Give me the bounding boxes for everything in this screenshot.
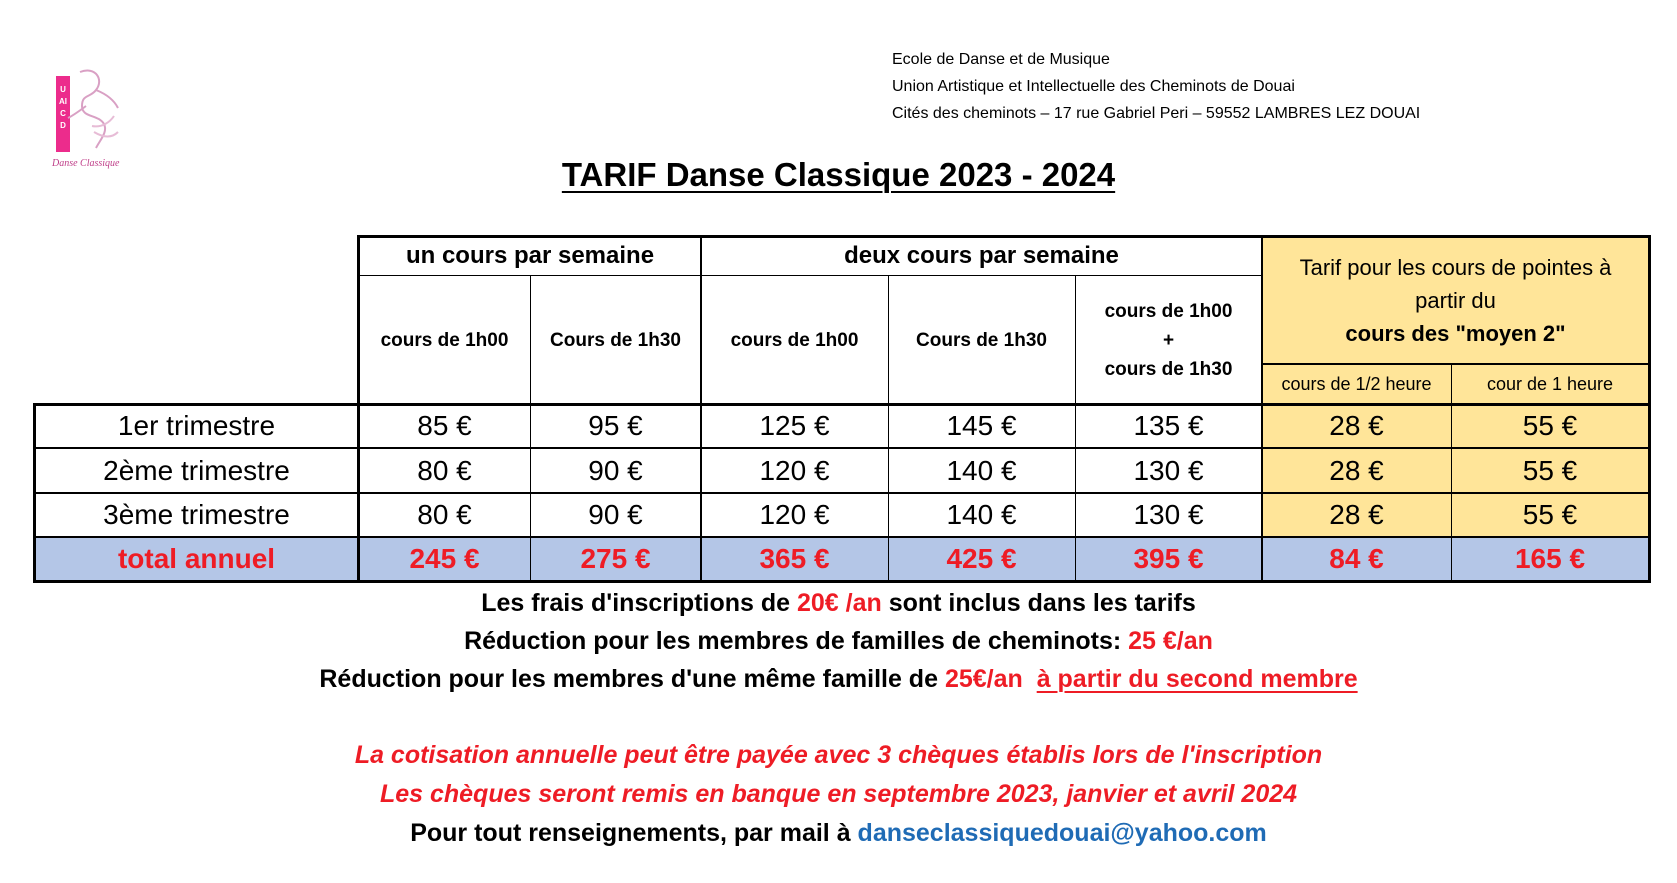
address-line: Union Artistique et Intellectuelle des Cheminots de Douai <box>892 78 1295 95</box>
price-cell: 140 € <box>946 454 1017 486</box>
note-family-discount <box>0 660 1677 698</box>
row-label: 3ème trimestre <box>103 499 290 530</box>
total-cell: 165 € <box>1514 543 1586 574</box>
subheader-c3: cours de 1h00 <box>730 329 859 351</box>
header-pointes-line1: Tarif pour les cours de pointes à <box>1299 254 1612 280</box>
price-cell: 80 € <box>417 454 472 486</box>
logo-initials: UAICD <box>59 85 67 130</box>
total-cell: 425 € <box>946 543 1017 574</box>
price-cell: 55 € <box>1522 499 1578 530</box>
header-two-courses-per-week: deux cours par semaine <box>844 242 1119 269</box>
note-highlight-underlined: à partir du second membre <box>1036 665 1358 693</box>
price-cell: 145 € <box>946 410 1017 441</box>
note-cheque-dates: Les chèques seront remis en banque en septembre 2023, janvier et avril 2024 <box>379 780 1298 808</box>
note-text: Réduction pour les membres d'une même famille de <box>319 665 945 693</box>
price-cell: 28 € <box>1329 454 1384 486</box>
header-pointes-line3: cours des "moyen 2" <box>1345 320 1566 346</box>
note-payment-cheques: La cotisation annuelle peut être payée avec 3 chèques établis lors de l'inscription <box>354 741 1323 769</box>
total-cell: 245 € <box>409 543 480 574</box>
subheader-c6: cours de 1/2 heure <box>1281 373 1432 394</box>
price-cell: 55 € <box>1522 410 1578 441</box>
price-cell: 28 € <box>1329 499 1384 530</box>
subheader-c5-plus: + <box>1162 329 1175 351</box>
logo-caption: Danse Classique <box>52 158 120 169</box>
total-cell: 275 € <box>580 543 651 574</box>
price-cell: 130 € <box>1133 499 1204 530</box>
price-cell: 130 € <box>1133 454 1204 486</box>
subheader-c4: Cours de 1h30 <box>916 329 1047 351</box>
price-cell: 120 € <box>759 499 830 530</box>
price-cell: 120 € <box>759 454 830 486</box>
note-highlight: 20€ /an <box>796 589 882 617</box>
total-cell: 365 € <box>759 543 830 574</box>
subheader-c5-line1: cours de 1h00 <box>1104 300 1233 322</box>
total-cell: 395 € <box>1133 543 1204 574</box>
address-line: Cités des cheminots – 17 rue Gabriel Peri – 59552 LAMBRES LEZ DOUAI <box>892 105 1421 122</box>
price-cell: 125 € <box>759 410 830 441</box>
price-cell: 85 € <box>417 410 472 441</box>
subheader-c5-line3: cours de 1h30 <box>1104 358 1233 380</box>
note-railway-discount <box>0 622 1677 660</box>
subheader-c5 <box>1075 276 1262 404</box>
subheader-c7: cour de 1 heure <box>1486 373 1614 394</box>
subheader-c2: Cours de 1h30 <box>550 329 681 351</box>
note-text: Pour tout renseignements, par mail à <box>410 819 858 847</box>
price-cell: 28 € <box>1329 410 1384 441</box>
subheader-c1: cours de 1h00 <box>380 329 509 351</box>
school-address <box>892 46 1420 127</box>
page-title: TARIF Danse Classique 2023 - 2024 <box>561 156 1116 193</box>
email-link[interactable]: danseclassiquedouai@yahoo.com <box>857 819 1267 847</box>
price-cell: 90 € <box>588 454 643 486</box>
header-pointes-line2: partir du <box>1415 287 1496 313</box>
price-cell: 135 € <box>1133 410 1204 441</box>
price-cell: 95 € <box>588 410 643 441</box>
note-text: Réduction pour les membres de familles de cheminots: <box>464 627 1129 655</box>
header-one-course-per-week: un cours par semaine <box>405 242 655 269</box>
row-label: 1er trimestre <box>117 410 276 441</box>
total-cell: 84 € <box>1329 543 1384 574</box>
price-cell: 140 € <box>946 499 1017 530</box>
price-cell: 90 € <box>588 499 643 530</box>
note-highlight: 25 €/an <box>1128 627 1213 655</box>
note-highlight: 25€/an <box>944 665 1023 693</box>
total-label: total annuel <box>117 543 276 574</box>
price-cell: 80 € <box>417 499 472 530</box>
price-cell: 55 € <box>1522 454 1578 486</box>
address-line: Ecole de Danse et de Musique <box>892 51 1110 68</box>
note-text: Les frais d'inscriptions de <box>481 589 797 617</box>
header-pointes <box>1262 236 1649 364</box>
note-registration-fee <box>0 584 1677 622</box>
row-label: 2ème trimestre <box>103 454 290 486</box>
note-text: sont inclus dans les tarifs <box>881 589 1196 617</box>
notes <box>0 584 1677 852</box>
note-contact <box>0 814 1677 852</box>
